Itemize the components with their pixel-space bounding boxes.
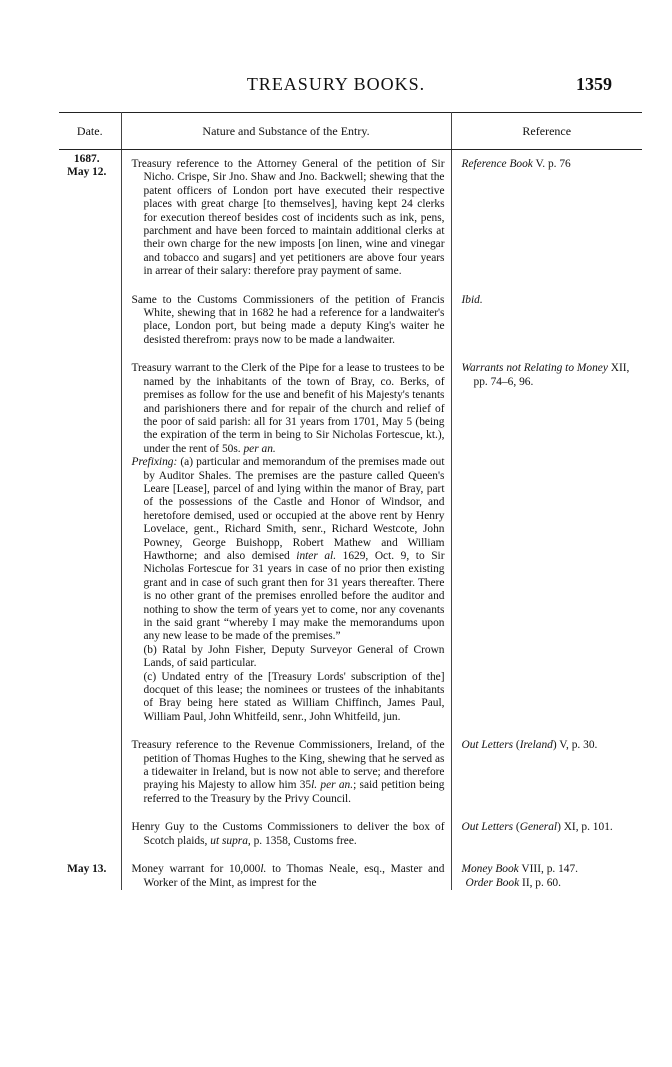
entry-cell — [121, 294, 451, 348]
reference-page: XII, pp. 74–6, 96. — [473, 362, 630, 388]
column-header-date: Date. — [59, 113, 121, 150]
reference-book: Reference Book — [461, 158, 533, 170]
date-cell — [59, 863, 121, 890]
reference-text — [462, 294, 637, 307]
reference-page: V. p. 76 — [532, 158, 571, 170]
reference-book: Warrants not Relating to Money — [461, 362, 608, 375]
prefixing-b: (b) Ratal by John Fisher, Deputy Surveyor General of Crown Lands, of said particular. — [143, 643, 445, 670]
treasury-ledger-table — [59, 112, 642, 890]
reference-cell — [451, 362, 642, 724]
column-header-row — [59, 113, 642, 150]
reference-cell — [451, 294, 642, 348]
reference-cell — [451, 821, 642, 848]
running-header — [0, 74, 672, 98]
entry-text: Treasury reference to the Revenue Commissioners, Ireland, of the petition of Thomas Hughes to the King, shewing that he served as a tidewaiter in Ireland, but is now not able to serve; and therefore praying his Majesty to allow him 35l. per an.; said petition being referred to the Treasury by the Privy Council. — [131, 739, 445, 805]
table-row — [59, 150, 642, 279]
entry-year: 1687. — [73, 153, 100, 165]
running-title: TREASURY BOOKS. — [246, 74, 426, 94]
entry-cell — [121, 863, 451, 890]
table-row — [59, 294, 642, 348]
reference-text: Out Letters (General) XI, p. 101. — [461, 821, 613, 834]
entry-day: May 13. — [67, 863, 107, 876]
column-header-reference: Reference — [451, 113, 642, 150]
entry-text: Money warrant for 10,000l. to Thomas Neale, esq., Master and Worker of the Mint, as imprest for the — [131, 863, 445, 889]
table-row — [59, 821, 642, 848]
date-cell — [59, 150, 121, 279]
entry-cell — [121, 150, 451, 279]
reference-text-2: Order Book II, p. 60. — [465, 876, 561, 889]
entry-text: Same to the Customs Commissioners of the petition of Francis White, shewing that in 1682 he had a reference for a landwaiter's place, London port, but being made a deputy King's waiter he desisted therefrom: prays now to be made a landwaiter. — [131, 293, 445, 346]
reference-cell — [451, 150, 642, 279]
reference-text: Money Book VIII, p. 147. — [461, 863, 579, 876]
entry-cell — [121, 739, 451, 806]
reference-cell — [451, 863, 642, 890]
column-header-entry: Nature and Substance of the Entry. — [121, 113, 451, 150]
reference-text — [462, 158, 637, 171]
page-number: 1359 — [576, 74, 612, 94]
entry-text: Treasury warrant to the Clerk of the Pipe for a lease to trustees to be named by the inhabitants of the town of Bray, co. Berks, of premises as follow for the use and benefit of his Majesty's tenants and parishioners there and for repair of the church and relief of the poor of said parish: all for 31 years from 1701, May 5 (being the expiration of the term in being to Sir Nicholas Fortescue, kt.), under the rent of 50s. per an. — [131, 362, 445, 455]
prefixing-c: (c) Undated entry of the [Treasury Lords' subscription of the] docquet of this lease; the nominees or trustees of the inhabitants of Bray being here stated as William Chiffinch, James Paul, William Paul, John Whitfeild, senr., John Whitfeild, jun. — [143, 670, 445, 723]
reference-text: Out Letters (Ireland) V, p. 30. — [461, 739, 598, 752]
table-row — [59, 362, 642, 724]
table-row — [59, 863, 642, 890]
reference-book: Ibid. — [461, 293, 483, 306]
reference-cell — [451, 739, 642, 806]
prefixing-a: Prefixing: (a) particular and memorandum of the premises made out by Auditor Shales. The premises are the pasture called Queen's Leare [Lease], parcel of and lying within the manor of Bray, part of the possessions of the Castle and Honor of Windsor, and heretofore demised, used or occupied at the above rent by Henry Lovelace, gent., Richard Smith, senr., Richard Westcote, John Powney, George Buishopp, Robert Mathew and William Hawthorne; and also demised inter al. 1629, Oct. 9, to Sir Nicholas Fortescue for 31 years in case of no prior then existing grant and in case of such grant then for 31 years thereafter. There is no other grant of the premises enrolled before the auditor and nothing to show the term of years yet to come, nor any covenants in the said grant “whereby I may make the memorandums upon any new lease to be made of the premises.” — [131, 456, 445, 643]
entry-cell — [121, 821, 451, 848]
table-row — [59, 739, 642, 806]
prefixing-label: Prefixing: — [131, 456, 178, 469]
entry-day: May 12. — [67, 166, 107, 179]
entry-cell — [121, 362, 451, 724]
entry-text: Treasury reference to the Attorney General of the petition of Sir Nicho. Crispe, Sir Jno. Shaw and Jno. Backwell; shewing that the patent officers of London port have executed their respective places with great charge [to themselves], having kept 24 clerks for execution thereof besides cost of incidents such as ink, pens, parchment and have been forced to maintain additional clerks at their own charge for the new imposts [on linen, wine and vinegar and tobacco and sugars] and yet petitioners are above four years in arrear of their salary: therefore pray payment of same. — [131, 158, 445, 278]
reference-text — [462, 362, 637, 389]
entry-text: Henry Guy to the Customs Commissioners to deliver the box of Scotch plaids, ut supra, p. 1358, Customs free. — [131, 821, 445, 847]
